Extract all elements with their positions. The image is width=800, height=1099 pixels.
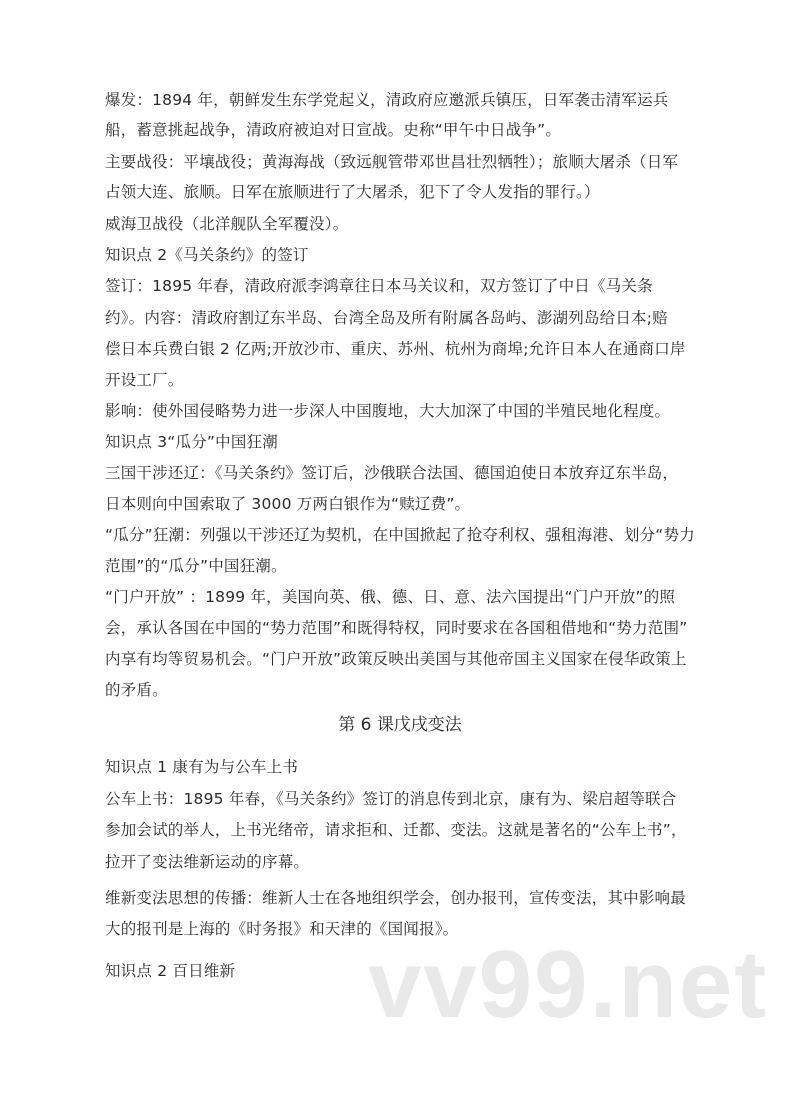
text-line: 约》。内容：清政府割辽东半岛、台湾全岛及所有附属各岛屿、澎湖列岛给日本;赔: [105, 309, 668, 327]
text-line: 偿日本兵费白银 2 亿两;开放沙市、重庆、苏州、杭州为商埠;允许日本人在通商口岸: [105, 340, 686, 358]
lesson-title: 第 6 课戊戌变法: [338, 715, 462, 735]
text-line: 公车上书：1895 年春，《马关条约》签订的消息传到北京，康有为、梁启超等联合: [105, 790, 677, 808]
text-line: “门户开放” ：1899 年，美国向英、俄、德、日、意、法六国提出“门户开放”的照: [105, 588, 676, 606]
text-line: 三国干涉还辽：《马关条约》签订后，沙俄联合法国、德国迫使日本放弃辽东半岛，: [105, 464, 679, 482]
text-line: 知识点 2 百日维新: [105, 962, 236, 980]
text-line: “瓜分”狂潮：列强以干涉还辽为契机，在中国掀起了抢夺利权、强租海港、划分“势力: [105, 526, 695, 544]
text-line: 拉开了变法维新运动的序幕。: [105, 853, 310, 871]
text-line: 范围”的“瓜分”中国狂潮。: [105, 557, 287, 575]
text-line: 占领大连、旅顺。日军在旅顺进行了大屠杀，犯下了令人发指的罪行。）: [105, 183, 600, 201]
text-line: 知识点 2《马关条约》的签订: [105, 246, 309, 264]
text-line: 威海卫战役（北洋舰队全军覆没）。: [105, 215, 349, 233]
text-line: 签订：1895 年春，清政府派李鸿章往日本马关议和，双方签订了中日《马关条: [105, 277, 653, 295]
text-line: 船，蓄意挑起战争，清政府被迫对日宣战。史称“甲午中日战争”。: [105, 121, 562, 139]
text-line: 会，承认各国在中国的“势力范围”和既得特权，同时要求在各国租借地和“势力范围”: [105, 619, 688, 637]
text-line: 影响：使外国侵略势力进一步深人中国腹地，大大加深了中国的半殖民地化程度。: [105, 402, 671, 420]
text-line: 爆发：1894 年，朝鲜发生东学党起义，清政府应邀派兵镇压，日军袭击清军运兵: [105, 91, 669, 109]
text-line: 日本则向中国索取了 3000 万两白银作为“赎辽费”。: [105, 495, 471, 513]
text-line: 主要战役：平壤战役；黄海海战（致远舰管带邓世昌壮烈牺牲）；旅顺大屠杀（日军: [105, 153, 679, 171]
text-line: 维新变法思想的传播：维新人士在各地组织学会，创办报刊，宣传变法，其中影响最: [105, 889, 686, 907]
watermark: vv99.net: [368, 931, 769, 1038]
text-line: 知识点 3“瓜分”中国狂潮: [105, 433, 278, 451]
text-line: 内享有均等贸易机会。“门户开放”政策反映出美国与其他帝国主义国家在侵华政策上: [105, 650, 687, 668]
text-line: 开设工厂。: [105, 371, 184, 389]
text-line: 知识点 1 康有为与公车上书: [105, 758, 299, 776]
text-line: 参加会试的举人，上书光绪帝，请求拒和、迁都、变法。这就是著名的“公车上书”，: [105, 821, 687, 839]
text-line: 的矛盾。: [105, 681, 168, 699]
text-line: 大的报刊是上海的《时务报》和天津的《国闻报》。: [105, 920, 459, 938]
